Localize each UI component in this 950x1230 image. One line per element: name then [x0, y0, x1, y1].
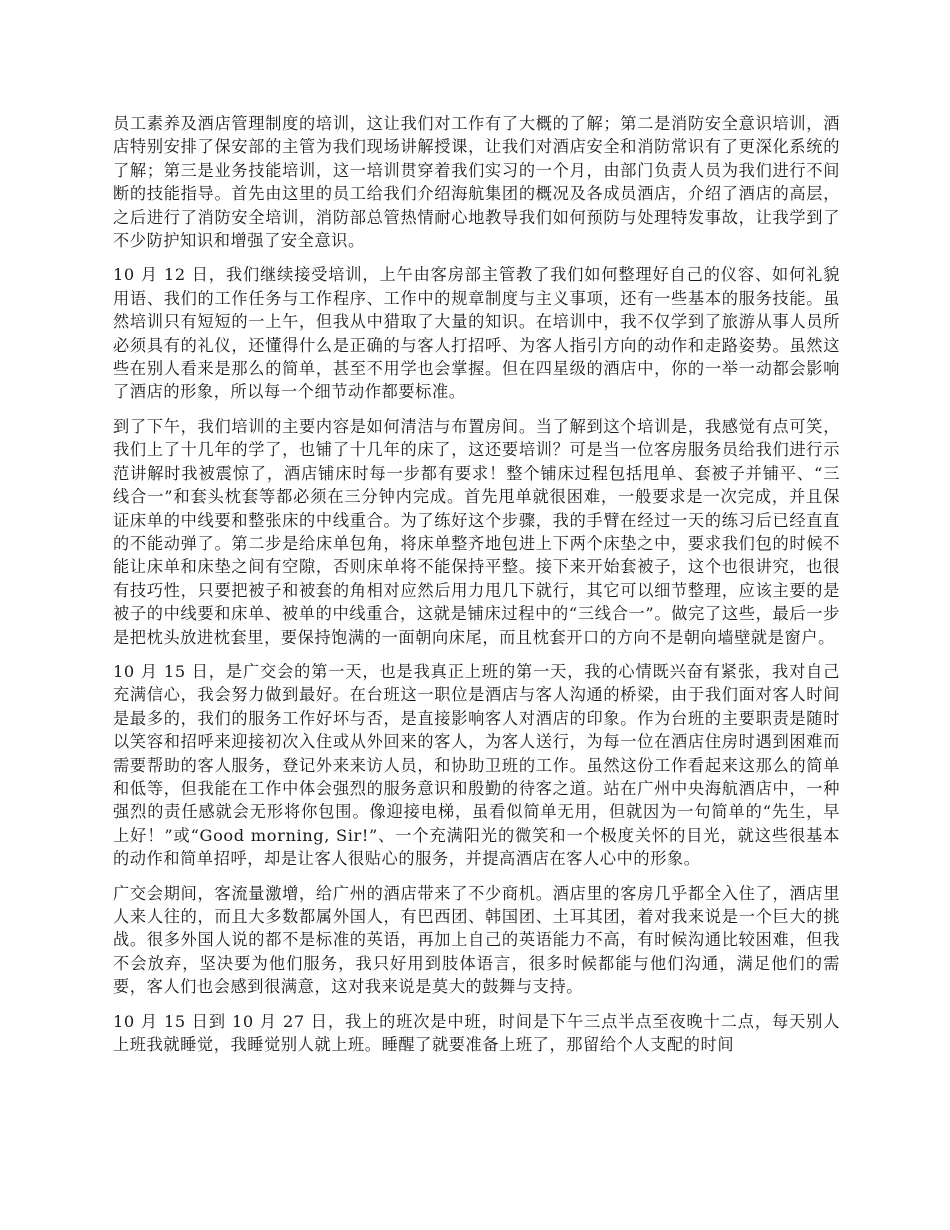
- paragraph-2: 10 月 12 日，我们继续接受培训，上午由客房部主管教了我们如何整理好自己的仪容、如何礼貌用语、我们的工作任务与工作程序、工作中的规章制度与主义事项，还有一些基本的服务技能。虽然培训只有短短的一上午，但我从中猎取了大量的知识。在培训中，我不仅学到了旅游从事人员所必须具有的礼仪，还懂得什么是正确的与客人打招呼、为客人指引方向的动作和走路姿势。虽然这些在别人看来是那么的简单，甚至不用学也会掌握。但在四星级的酒店中，你的一举一动都会影响了酒店的形象，所以每一个细节动作都要标准。: [113, 265, 840, 402]
- paragraph-5: 广交会期间，客流量激增，给广州的酒店带来了不少商机。酒店里的客房几乎都全入住了，酒店里人来人往的，而且大多数都属外国人，有巴西团、韩国团、土耳其团，着对我来说是一个巨大的挑战。很多外国人说的都不是标准的英语，再加上自己的英语能力不高，有时候沟通比较困难，但我不会放弃，坚决要为他们服务，我只好用到肢体语言，很多时候都能与他们沟通，满足他们的需要，客人们也会感到很满意，这对我来说是莫大的鼓舞与支持。: [113, 883, 840, 997]
- document-page: [113, 112, 840, 1067]
- paragraph-3: 到了下午，我们培训的主要内容是如何清洁与布置房间。当了解到这个培训是，我感觉有点可笑，我们上了十几年的学了，也铺了十几年的床了，这还要培训？可是当一位客房服务员给我们进行示范讲解时我被震惊了，酒店铺床时每一步都有要求！整个铺床过程包括甩单、套被子并铺平、“三线合一”和套头枕套等都必须在三分钟内完成。首先甩单就很困难，一般要求是一次完成，并且保证床单的中线要和整张床的中线重合。为了练好这个步骤，我的手臂在经过一天的练习后已经直直的不能动弹了。第二步是给床单包角，将床单整齐地包进上下两个床垫之中，要求我们包的时候不能让床单和床垫之间有空隙，否则床单将不能保持平整。接下来开始套被子，这个也很讲究，也很有技巧性，只要把被子和被套的角相对应然后用力甩几下就行，其它可以细节整理，应该主要的是被子的中线要和床单、被单的中线重合，这就是铺床过程中的“三线合一”。做完了这些，最后一步是把枕头放进枕套里，要保持饱满的一面朝向床尾，而且枕套开口的方向不是朝向墙壁就是窗户。: [113, 416, 840, 647]
- paragraph-1: 员工素养及酒店管理制度的培训，这让我们对工作有了大概的了解；第二是消防安全意识培训，酒店特别安排了保安部的主管为我们现场讲解授课，让我们对酒店安全和消防常识有了更深化系统的了解；第三是业务技能培训，这一培训贯穿着我们实习的一个月，由部门负责人员为我们进行不间断的技能指导。首先由这里的员工给我们介绍海航集团的概况及各成员酒店，介绍了酒店的高层，之后进行了消防安全培训，消防部总管热情耐心地教导我们如何预防与处理特发事故，让我学到了不少防护知识和增强了安全意识。: [113, 114, 840, 251]
- paragraph-6: 10 月 15 日到 10 月 27 日，我上的班次是中班，时间是下午三点半点至夜晚十二点，每天别人上班我就睡觉，我睡觉别人就上班。睡醒了就要准备上班了，那留给个人支配的时间: [113, 1011, 840, 1055]
- paragraph-4: 10 月 15 日，是广交会的第一天，也是我真正上班的第一天，我的心情既兴奋有紧张，我对自己充满信心，我会努力做到最好。在台班这一职位是酒店与客人沟通的桥梁，由于我们面对客人时间是最多的，我们的服务工作好坏与否，是直接影响客人对酒店的印象。作为台班的主要职责是随时以笑容和招呼来迎接初次入住或从外回来的客人，为客人送行，为每一位在酒店住房时遇到困难而需要帮助的客人服务，登记外来来访人员，和协助卫班的工作。虽然这份工作看起来这那么的简单和低等，但我能在工作中体会强烈的服务意识和殷勤的待客之道。站在广州中央海航酒店中，一种强烈的责任感就会无形将你包围。像迎接电梯，虽看似简单无用，但就因为一句简单的“先生，早上好！”或“Good morning, Sir!”、一个充满阳光的微笑和一个极度关怀的目光，就这些很基本的动作和简单招呼，却是让客人很贴心的服务，并提高酒店在客人心中的形象。: [113, 661, 840, 869]
